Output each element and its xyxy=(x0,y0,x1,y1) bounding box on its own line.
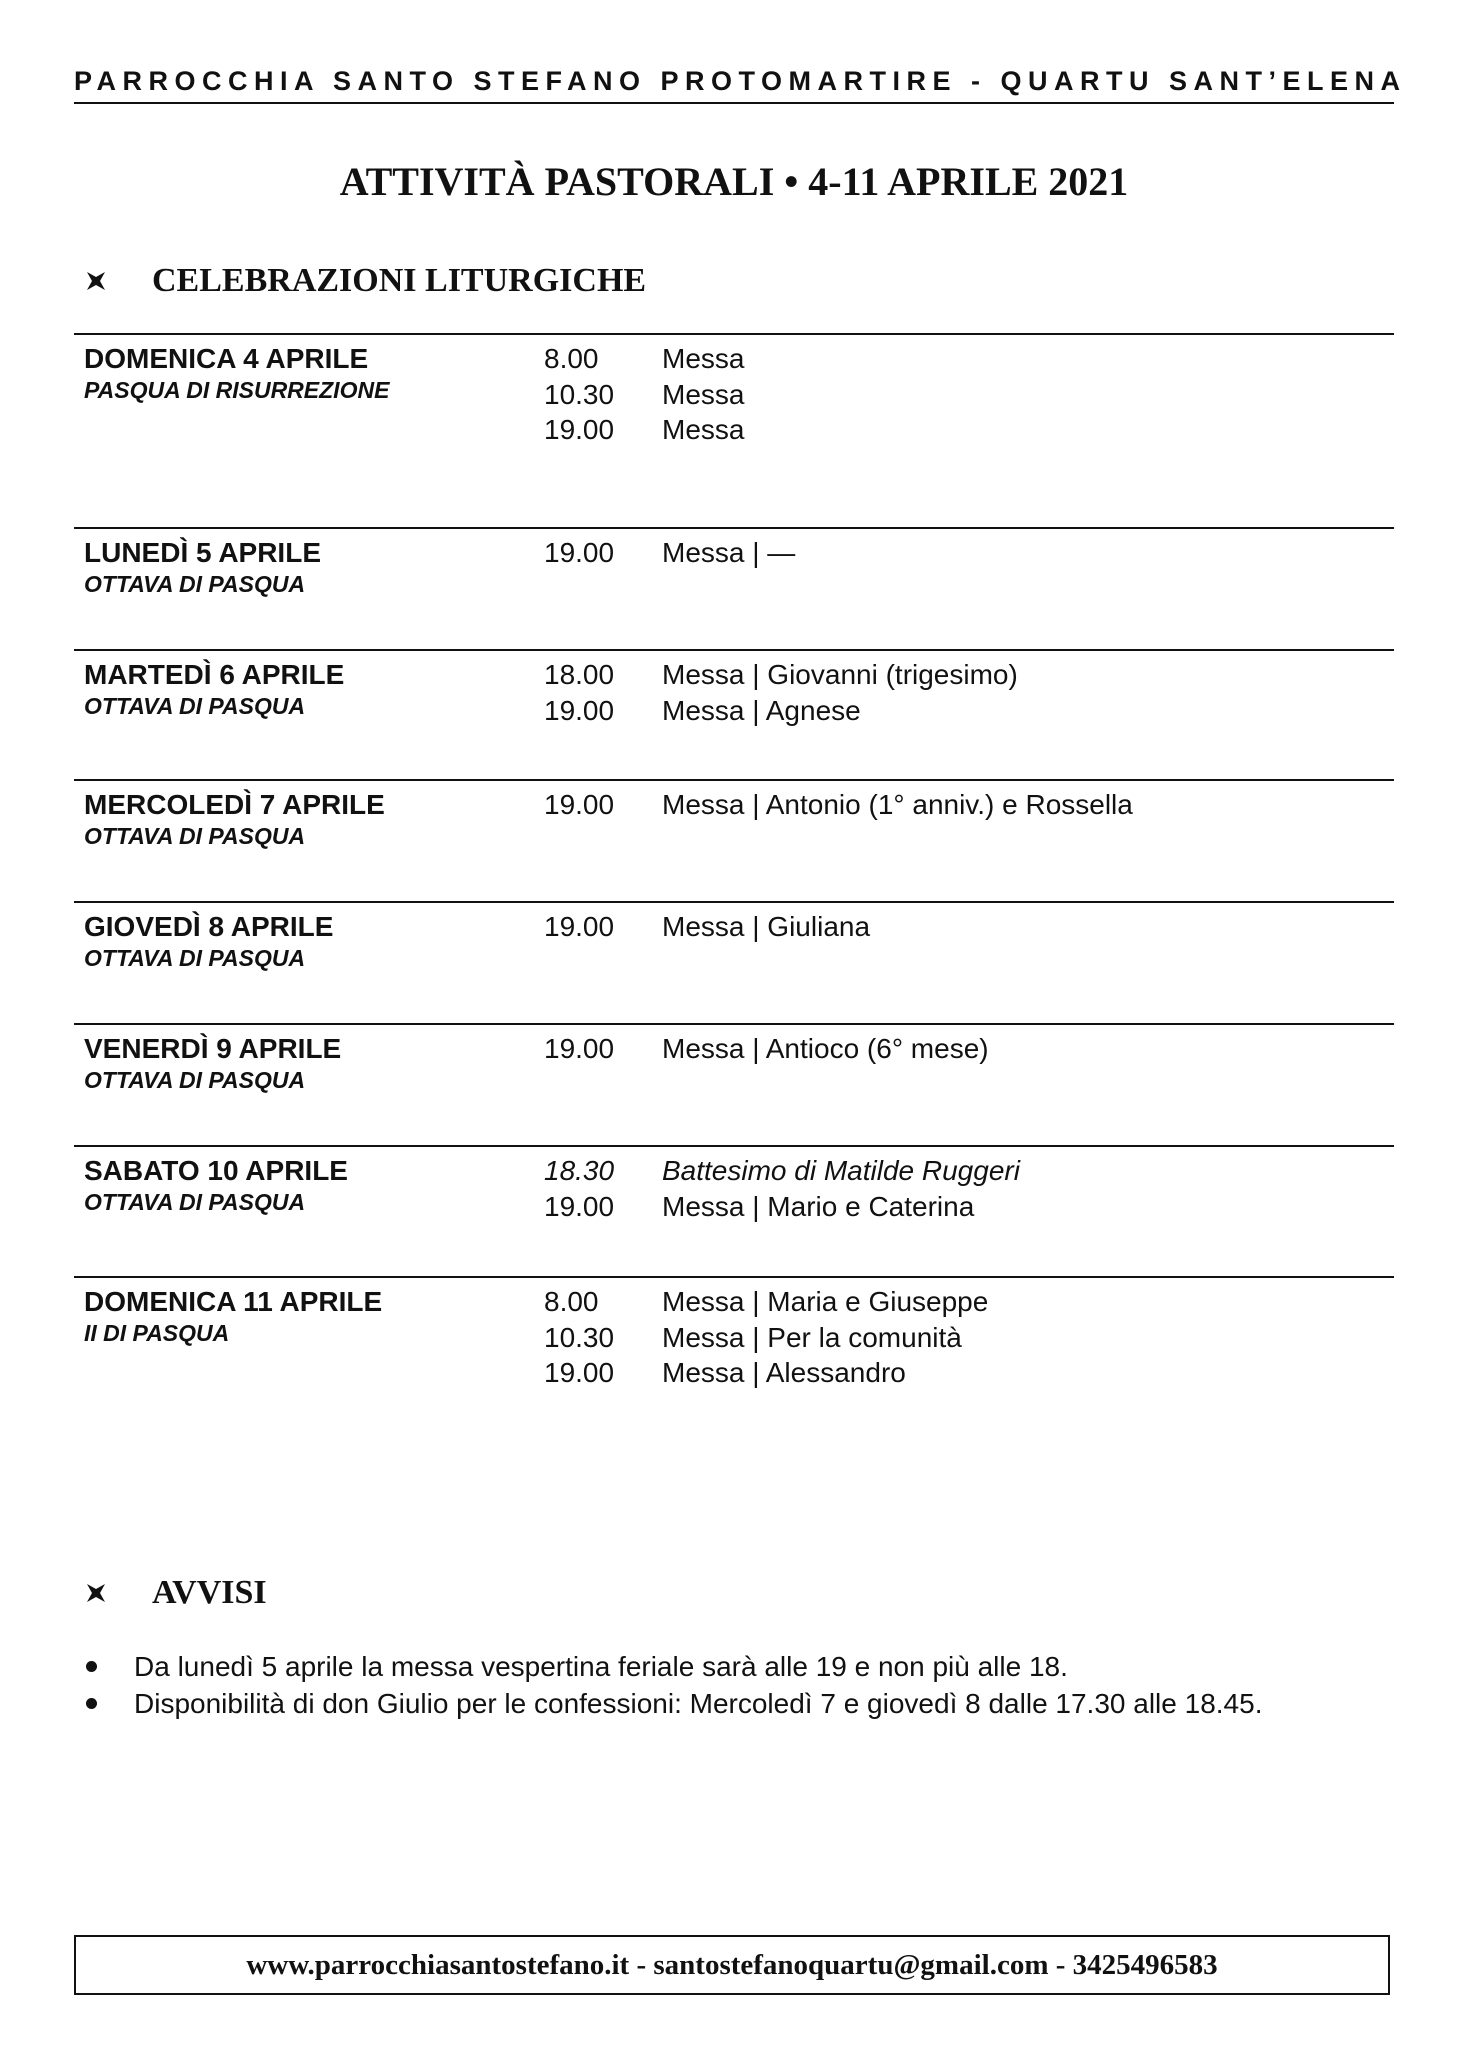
footer-contact-box xyxy=(74,1935,1390,1995)
day-name: VENERDÌ 9 APRILE xyxy=(84,1033,342,1064)
bullet-icon xyxy=(86,1661,97,1672)
event-row xyxy=(544,1031,1384,1067)
day-subtitle: OTTAVA DI PASQUA xyxy=(84,693,306,719)
section-heading-liturgy xyxy=(86,262,646,300)
event-time: 19.00 xyxy=(544,789,615,820)
day-block xyxy=(74,527,1394,649)
event-text: Messa | Agnese xyxy=(662,694,861,726)
event-row xyxy=(544,787,1384,823)
day-name: LUNEDÌ 5 APRILE xyxy=(84,537,321,568)
day-block xyxy=(74,1276,1394,1416)
page-title: ATTIVITÀ PASTORALI • 4-11 APRILE 2021 xyxy=(339,159,1129,204)
notice-text: Disponibilità di don Giulio per le confessioni: Mercoledì 7 e giovedì 8 dalle 17.30 alle 18.45. xyxy=(134,1688,1263,1719)
event-text: Messa | Maria e Giuseppe xyxy=(662,1286,989,1317)
day-subtitle: OTTAVA DI PASQUA xyxy=(84,571,306,597)
footer-contact: www.parrocchiasantostefano.it - santostefanoquartu@gmail.com - 3425496583 xyxy=(246,1948,1218,1981)
list-item xyxy=(74,1648,1384,1685)
day-subtitle: OTTAVA DI PASQUA xyxy=(84,945,306,971)
day-subtitle: OTTAVA DI PASQUA xyxy=(84,823,306,849)
day-block xyxy=(74,1145,1394,1276)
day-subtitle: II DI PASQUA xyxy=(84,1320,230,1346)
event-time: 10.30 xyxy=(544,1321,615,1353)
bullet-icon xyxy=(86,1698,97,1709)
event-row xyxy=(544,535,1384,571)
notices-list xyxy=(74,1648,1384,1722)
star-bullet-icon xyxy=(86,271,106,291)
event-time: 8.00 xyxy=(544,343,599,374)
section-label-liturgy: CELEBRAZIONI LITURGICHE xyxy=(152,262,647,299)
day-name: SABATO 10 APRILE xyxy=(84,1155,348,1186)
event-text: Messa xyxy=(662,414,745,445)
day-name: DOMENICA 11 APRILE xyxy=(84,1286,383,1317)
event-time: 19.00 xyxy=(544,1357,615,1388)
event-row xyxy=(544,1189,1384,1225)
event-row xyxy=(544,1153,1384,1189)
event-time: 10.30 xyxy=(544,378,615,410)
day-subtitle: PASQUA DI RISURREZIONE xyxy=(84,377,390,403)
event-row xyxy=(544,909,1384,945)
event-time: 19.00 xyxy=(544,414,615,445)
event-time: 19.00 xyxy=(544,1033,615,1064)
event-time: 8.00 xyxy=(544,1286,599,1317)
day-name: MARTEDÌ 6 APRILE xyxy=(84,659,345,690)
event-text: Battesimo di Matilde Ruggeri xyxy=(662,1155,1020,1186)
section-heading-notices xyxy=(86,1574,267,1612)
day-name: GIOVEDÌ 8 APRILE xyxy=(84,911,334,942)
event-text: Messa | Alessandro xyxy=(662,1357,906,1388)
event-text: Messa | — xyxy=(662,537,796,568)
day-block xyxy=(74,1023,1394,1145)
event-time: 19.00 xyxy=(544,1190,615,1222)
day-subtitle: OTTAVA DI PASQUA xyxy=(84,1189,306,1215)
event-time: 19.00 xyxy=(544,537,615,568)
event-row xyxy=(544,412,1384,448)
day-block xyxy=(74,649,1394,779)
header-rule xyxy=(74,102,1394,104)
event-text: Messa xyxy=(662,378,745,410)
section-label-notices: AVVISI xyxy=(152,1574,267,1611)
event-row xyxy=(544,341,1384,377)
event-time: 18.00 xyxy=(544,659,615,690)
event-text: Messa | Antonio (1° anniv.) e Rossella xyxy=(662,789,1133,820)
event-text: Messa | Giuliana xyxy=(662,911,871,942)
event-time: 18.30 xyxy=(544,1155,615,1186)
event-time: 19.00 xyxy=(544,911,615,942)
event-text: Messa | Mario e Caterina xyxy=(662,1190,975,1222)
notice-text: Da lunedì 5 aprile la messa vespertina feriale sarà alle 19 e non più alle 18. xyxy=(134,1651,1068,1682)
day-name: DOMENICA 4 APRILE xyxy=(84,343,369,374)
event-text: Messa | Per la comunità xyxy=(662,1321,962,1353)
event-row xyxy=(544,657,1384,693)
event-time: 19.00 xyxy=(544,694,615,726)
event-row xyxy=(544,1355,1384,1391)
day-block xyxy=(74,333,1394,527)
event-text: Messa | Giovanni (trigesimo) xyxy=(662,659,1018,690)
liturgy-schedule xyxy=(74,333,1394,1416)
day-block xyxy=(74,901,1394,1023)
event-row xyxy=(544,1320,1384,1356)
list-item xyxy=(74,1685,1384,1722)
day-name: MERCOLEDÌ 7 APRILE xyxy=(84,789,385,820)
event-text: Messa | Antioco (6° mese) xyxy=(662,1033,989,1064)
parish-header: PARROCCHIA SANTO STEFANO PROTOMARTIRE - QUARTU SANT’ELENA xyxy=(74,66,1407,96)
day-block xyxy=(74,779,1394,901)
event-row xyxy=(544,1284,1384,1320)
day-subtitle: OTTAVA DI PASQUA xyxy=(84,1067,306,1093)
star-bullet-icon xyxy=(86,1583,106,1603)
event-row xyxy=(544,377,1384,413)
event-text: Messa xyxy=(662,343,745,374)
event-row xyxy=(544,693,1384,729)
